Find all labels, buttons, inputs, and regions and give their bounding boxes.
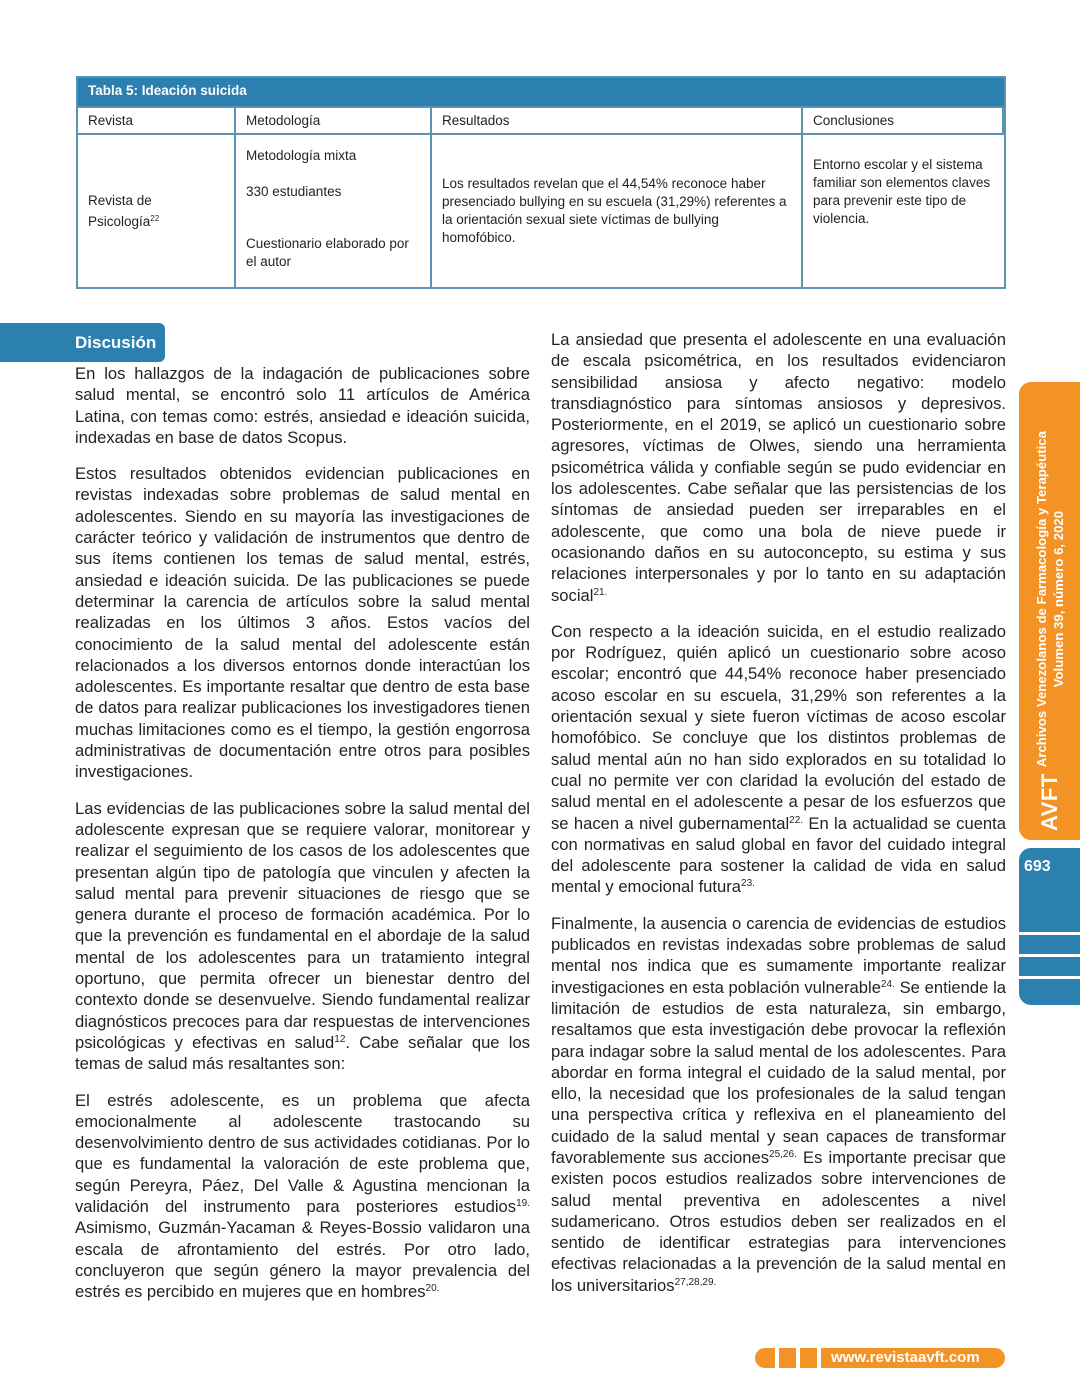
paragraph-text: Se entiende la limitación de estudios de esta naturaleza, sin embargo, resaltamos que esta investigación debe provocar la reflexión para indagar sobre la salud mental de los adolescentes. Para abordar en forma integral el cuidado de la salud mental, por ello, la necesidad que los profesionales de la salud tengan una perspectiva crítica y reflexiva en el planeamiento del cuidado de la salud mental y sean capaces de transformar favorablemente sus acciones [551, 977, 1006, 1167]
footer-decoration [755, 1348, 775, 1368]
citation-ref: 24. [880, 978, 895, 990]
citation-ref: 23. [741, 878, 755, 890]
table-cell-conclusiones [803, 135, 1004, 287]
paragraph [75, 1090, 530, 1303]
paragraph-text: . Cabe señalar que los temas de salud más resaltantes son: [75, 1032, 530, 1074]
metodologia-item: 330 estudiantes [246, 184, 342, 199]
metodologia-item: Cuestionario elaborado por el autor [246, 236, 409, 269]
table-cell-resultados [432, 135, 803, 287]
left-column [75, 363, 530, 1317]
right-column [551, 329, 1006, 1311]
paragraph: En los hallazgos de la indagación de publicaciones sobre salud mental, se encontró solo 11 artículos de América Latina, con temas como: estrés, ansiedad e ideación suicida, indexadas en base de datos Scopus. [75, 364, 530, 447]
resultados-text: Los resultados revelan que el 44,54% reconoce haber presenciado bullying en su escuela (31,29%) referentes a la orientación sexual siete víctimas de bullying homofóbico. [442, 176, 787, 245]
table-header-revista: Revista [78, 108, 236, 135]
metodologia-item: Metodología mixta [246, 148, 357, 163]
revista-ref: 22 [150, 213, 160, 223]
citation-ref: 20. [425, 1283, 440, 1295]
table-grid [78, 108, 1004, 287]
citation-ref: 22. [789, 814, 804, 826]
paragraph-text: Es importante precisar que existen pocos estudios realizados sobre intervenciones de salud mental preventiva en adolescentes a nivel sudamericano. Otros estudios deben ser realizados en el sentido de identificar estrategias para intervenciones efectivas relacionadas a la prevención de la salud mental en los universitarios [551, 1147, 1006, 1295]
journal-side-text [1020, 382, 1080, 840]
citation-ref: 12 [334, 1033, 346, 1045]
tab-divider [1019, 976, 1080, 979]
paragraph-text: Con respecto a la ideación suicida, en el estudio realizado por Rodríguez, quién aplicó un cuestionario sobre acoso escolar; encontró que 44,54% reconoce haber presenciado acoso escolar en su escuela, 31,29% son referentes a la orientación sexual y siete fueron víctimas de acoso escolar homofóbico. Se concluye que los distintos problemas de salud mental aún no han sido explorados en su totalidad lo cual no permite ver con claridad la evolución del estado de salud mental en el adolescente a pesar de los esfuerzos que se hacen a nivel gubernamental [551, 621, 1006, 833]
table-title: Tabla 5: Ideación suicida [78, 78, 1004, 108]
citation-ref: 21. [593, 586, 608, 598]
paragraph-text: Asimismo, Guzmán-Yacaman & Reyes-Bossio validaron una escala de afrontamiento del estrés. Por otro lado, concluyeron que según género la mayor prevalencia del estrés es percibido en mujeres que en hombres [75, 1218, 530, 1302]
table-header-metodologia: Metodología [236, 108, 432, 135]
journal-name: Archivos Venezolanos de Farmacología y Terapéutica [1034, 431, 1049, 768]
footer-decoration [779, 1348, 796, 1368]
page-number: 693 [1024, 858, 1051, 875]
revista-name: Revista de Psicología [88, 192, 152, 229]
tab-divider [1019, 954, 1080, 957]
paragraph [75, 798, 530, 1075]
paragraph: Estos resultados obtenidos evidencian publicaciones en revistas indexadas sobre problemas de salud mental en adolescentes. Siendo en su mayoría las investigaciones de carácter teórico y validación de instrumentos que dentro de sus ítems contienen los temas de salud mental, estrés, ansiedad e ideación suicida. De las publicaciones se puede determinar la carencia de artículos sobre la salud mental realizadas en los últimos 3 años. Estos vacíos del conocimiento de la salud mental del adolescente están relacionados a los diversos entornos donde interactúan los adolescentes. Es importante resaltar que dentro de esta base de datos para realizar publicaciones los investigadores tienen muchas limitaciones como es el tiempo, la gestión engorrosa administrativas de documentación entre otros para posibles investigaciones. [75, 464, 530, 782]
tab-divider [1019, 932, 1080, 935]
paragraph-text: La ansiedad que presenta el adolescente en una evaluación de escala psicométrica, en los resultados evidenciaron sensibilidad ansiosa y afecto negativo: modelo transdiagnóstico para síntomas ansiosos y depresivos. Posteriormente, en el 2019, se aplicó un cuestionario sobre agresores, víctimas de Olwes, siendo una herramienta psicométrica válida y confiable según se pudo evidenciar en los adolescentes. Cabe señalar que las persistencias de los síntomas de ansiedad pueden ser irreparables en el adolescente, que como una bola de nieve puede ir ocasionando daños en su autoconcepto, su estima y sus relaciones interpersonales y por lo tanto en su adaptación social [551, 330, 1006, 605]
citation-ref: 27,28,29. [674, 1276, 717, 1288]
paragraph-text: El estrés adolescente, es un problema que afecta emocionalmente al adolescente trastocando su desenvolvimiento dentro de sus actividades cotidianas. Por lo que es fundamental la valoración de este problema que, según Pereyra, Páez, Del Valle & Agustina mencionan la validación del instrumento para posteriores estudios [75, 1090, 530, 1216]
section-heading-discusion: Discusión [0, 323, 165, 362]
paragraph [551, 913, 1006, 1296]
conclusiones-text: Entorno escolar y el sistema familiar son elementos claves para prevenir este tipo de violencia. [813, 157, 991, 226]
paragraph-text: En la actualidad se cuenta con normativas en salud global en favor del cuidado integral del adolescente para sostener la calidad de vida en salud mental y emocional futura [551, 813, 1006, 897]
table-cell-metodologia [236, 135, 432, 287]
table-header-conclusiones: Conclusiones [803, 108, 1004, 135]
footer-decoration [800, 1348, 817, 1368]
journal-volume: Volumen 39, número 6, 2020 [1051, 510, 1066, 688]
table-header-resultados: Resultados [432, 108, 803, 135]
citation-ref: 25,26. [769, 1148, 797, 1160]
journal-logo: AVFT [1037, 773, 1062, 831]
paragraph [551, 621, 1006, 898]
paragraph [551, 329, 1006, 606]
footer-website-bar [755, 1348, 1005, 1368]
table-ideacion-suicida [76, 76, 1006, 289]
paragraph-text: Las evidencias de las publicaciones sobre la salud mental del adolescente expresan que se requiere valorar, monitorear y realizar el seguimiento de los casos de los adolescentes que presentan algún tipo de patología que vinculen y afecten la salud mental para prevenir situaciones de riesgo que se genera durante el proceso de formación académica. Por lo que la prevención es fundamental en el abordaje de la salud mental de los adolescentes para un tratamiento integral oportuno, que permita ofrecer un bienestar dentro del contexto donde se desenvuelve. Siendo fundamental realizar diagnósticos precoces para dar respuestas de intervenciones psicológicas y efectivas en salud [75, 798, 530, 1052]
citation-ref: 19. [516, 1197, 530, 1209]
table-cell-revista [78, 135, 236, 287]
paragraph-text: Finalmente, la ausencia o carencia de evidencias de estudios publicados en revistas indexadas sobre problemas de salud mental nos indica que es sumamente importante realizar investigaciones en esta población vulnerable [551, 913, 1006, 997]
website-link[interactable]: www.revistaavft.com [821, 1348, 1005, 1368]
